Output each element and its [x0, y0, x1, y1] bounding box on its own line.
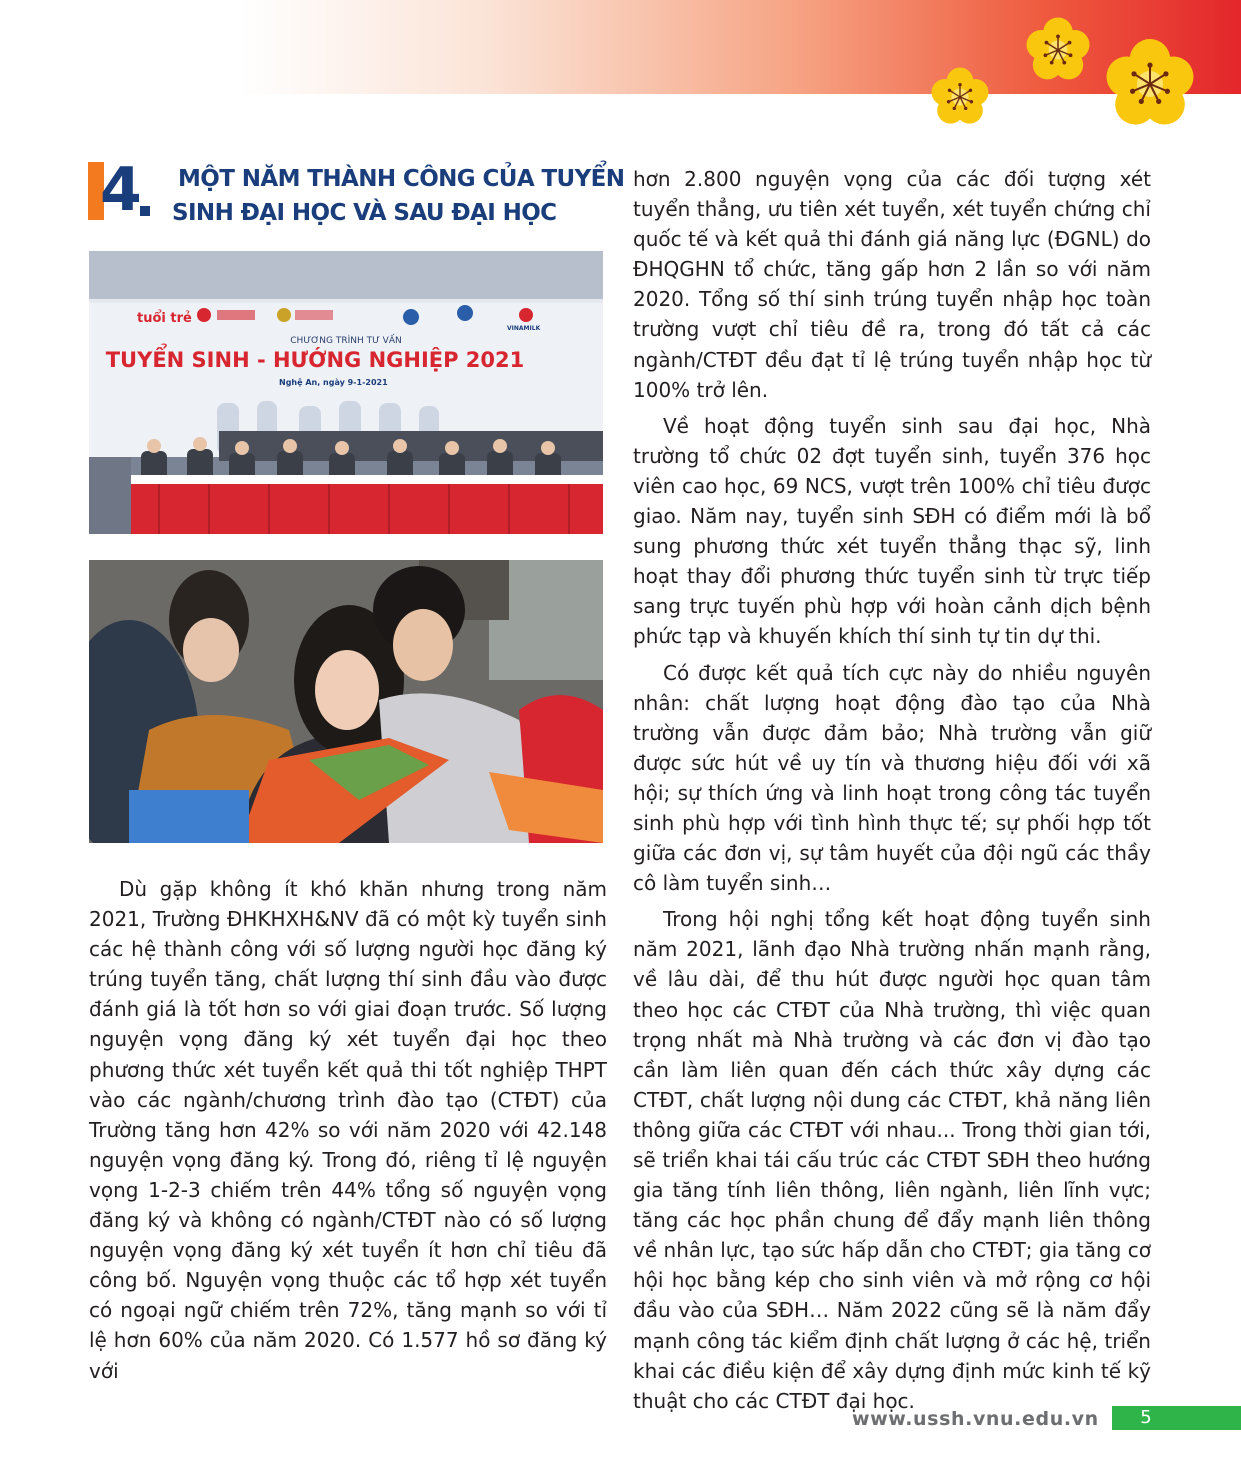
- page-number: 5: [1140, 1407, 1152, 1428]
- paragraph-1-continued: hơn 2.800 nguyện vọng của các đối tượng xét tuyển thẳng, ưu tiên xét tuyển, xét tuyển chứng chỉ quốc tế và kết quả thi đánh giá năng lực (ĐGNL) do ĐHQGHN tổ chức, tăng gấp hơn 2 lần so với năm 2020. Tổng số thí sinh trúng tuyển nhập học toàn trường vượt chỉ tiêu đề ra, trong đó tất cả các ngành/CTĐT đều đạt tỉ lệ trúng tuyển nhập học từ 100% trở lên.: [633, 167, 1151, 402]
- banner-place-date: Nghệ An, ngày 9-1-2021: [279, 378, 388, 387]
- apricot-blossom-decoration: [920, 0, 1241, 140]
- section-heading: [88, 155, 625, 226]
- heading-number: 4: [100, 155, 140, 225]
- article-column-right: [633, 164, 1151, 1416]
- paragraph-3: Có được kết quả tích cực này do nhiều nguyên nhân: chất lượng hoạt động đào tạo của Nhà trường vẫn được đảm bảo; Nhà trường vẫn giữ được sức hút về uy tín và thương hiệu đối với xã hội; sự thích ứng và linh hoạt trong công tác tuyển sinh phù hợp với tình hình thực tế; sự phối hợp tốt giữa các đơn vị, sự tâm huyết của đội ngũ các thầy cô làm tuyển sinh…: [633, 660, 1151, 896]
- heading-number-dot: [140, 206, 150, 216]
- paragraph-2: Về hoạt động tuyển sinh sau đại học, Nhà trường tổ chức 02 đợt tuyển sinh, tuyển 376 học viên cao học, 69 NCS, vượt trên 100% chỉ tiêu được giao. Năm nay, tuyển sinh SĐH có điểm mới là bổ sung phương thức xét tuyển thẳng thạc sỹ, linh hoạt thay đổi phương thức tuyển sinh từ trực tiếp sang trực tuyến phù hợp với hoàn cảnh dịch bệnh phức tạp và khuyến khích thí sinh tự tin dự thi.: [633, 413, 1151, 649]
- photo-students-reading-brochure: [89, 560, 603, 843]
- footer-website: www.ussh.vnu.edu.vn: [852, 1408, 1099, 1430]
- heading-title-line-1: MỘT NĂM THÀNH CÔNG CỦA TUYỂN: [178, 166, 625, 192]
- banner-brand: VINAMILK: [507, 325, 541, 332]
- paragraph-1: Dù gặp không ít khó khăn nhưng trong năm 2021, Trường ĐHKHXH&NV đã có một kỳ tuyển sinh các hệ thành công với số lượng người học đăng ký trúng tuyển tăng, chất lượng thí sinh đầu vào được đánh giá là tốt hơn so với giai đoạn trước. Số lượng nguyện vọng đăng ký xét tuyển đại học theo phương thức xét tuyển kết quả thi tốt nghiệp THPT vào các ngành/chương trình đào tạo (CTĐT) của Trường tăng hơn 42% so với năm 2020 với 42.148 nguyện vọng đăng ký. Trong đó, riêng tỉ lệ nguyện vọng 1-2-3 chiếm trên 44% tổng số nguyện vọng đăng ký và không có ngành/CTĐT nào có số lượng nguyện vọng đăng ký xét tuyển ít hơn chỉ tiêu đã công bố. Nguyện vọng thuộc các tổ hợp xét tuyển có ngoại ngữ chiếm trên 72%, tăng mạnh so với tỉ lệ hơn 60% của năm 2020. Có 1.577 hồ sơ đăng ký với: [89, 877, 607, 1383]
- banner-main-title: TUYỂN SINH - HƯỚNG NGHIỆP 2021: [105, 348, 525, 372]
- banner-logo-tuoitre: tuổi trẻ: [137, 311, 192, 326]
- heading-title-line-2: SINH ĐẠI HỌC VÀ SAU ĐẠI HỌC: [172, 200, 557, 226]
- article-column-left: [89, 874, 607, 1386]
- banner-small-title: CHƯƠNG TRÌNH TƯ VẤN: [290, 336, 402, 346]
- paragraph-4: Trong hội nghị tổng kết hoạt động tuyển sinh năm 2021, lãnh đạo Nhà trường nhấn mạnh rằng, về lâu dài, để thu hút được người học quan tâm theo học các CTĐT của Nhà trường, thì việc quan trọng nhất mà Nhà trường và các đơn vị đào tạo cần làm liên quan đến cách thức xây dựng các CTĐT, chất lượng nội dung các CTĐT, khả năng liên thông giữa các CTĐT với nhau... Trong thời gian tới, sẽ triển khai tái cấu trúc các CTĐT SĐH theo hướng gia tăng tính liên thông, liên ngành, liên lĩnh vực; tăng các học phần chung để đẩy mạnh liên thông về nhân lực, tạo sức hấp dẫn cho CTĐT; gia tăng cơ hội học bằng kép cho sinh viên và mở rộng cơ hội đầu vào của SĐH… Năm 2022 cũng sẽ là năm đẩy mạnh công tác kiểm định chất lượng ở các hệ, triển khai các điều kiện để xây dựng định mức kinh tế kỹ thuật cho các CTĐT đại học.: [633, 907, 1151, 1413]
- photo-conference-panel: [89, 251, 603, 534]
